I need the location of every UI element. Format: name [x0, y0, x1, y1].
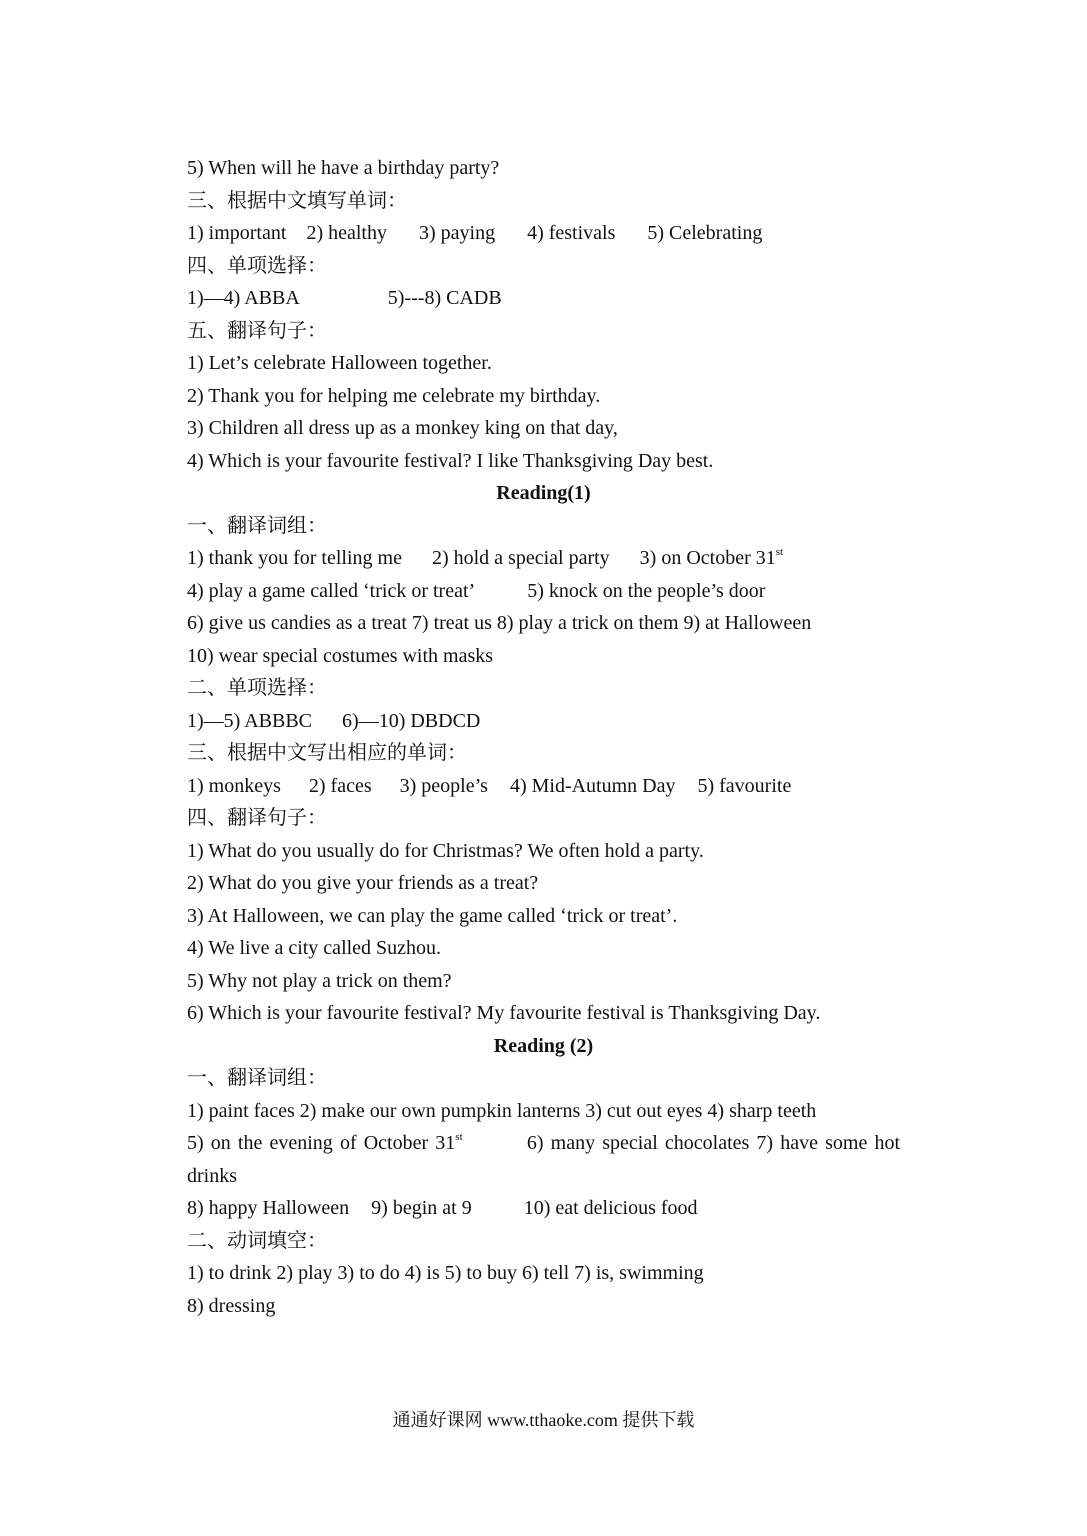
answer-line [187, 1127, 900, 1192]
answer-line: 2) Thank you for helping me celebrate my birthday. [187, 384, 601, 407]
answer-item: 1) monkeys [187, 774, 281, 797]
answer-item: 2) healthy [306, 222, 387, 244]
answer-item: 8) happy Halloween [187, 1197, 350, 1219]
answer-line: 10) wear special costumes with masks [187, 644, 494, 667]
answer-line: 4) We live a city called Suzhou. [187, 937, 442, 959]
answer-item: 6)—10) DBDCD [342, 709, 481, 732]
answer-line [187, 1192, 900, 1225]
answer-item: 3) paying [418, 222, 496, 244]
answer-item: 3) people’s [399, 774, 488, 797]
answer-item: 9) begin at 9 [371, 1197, 472, 1219]
answer-line [187, 282, 900, 315]
answer-item: 5) Celebrating [647, 222, 763, 244]
answer-item: 4) Mid-Autumn Day [509, 774, 676, 797]
answer-content [187, 152, 900, 1322]
answer-item: 1) important [187, 222, 287, 244]
answer-line: 4) Which is your favourite festival? I like Thanksgiving Day best. [187, 449, 714, 472]
answer-line: 1) to drink 2) play 3) to do 4) is 5) to buy 6) tell 7) is, swimming [187, 1262, 704, 1284]
answer-item: 10) eat delicious food [523, 1197, 698, 1219]
answer-line: 2) What do you give your friends as a treat? [187, 872, 539, 894]
answer-line [187, 217, 900, 250]
answer-line: 6) give us candies as a treat 7) treat us 8) play a trick on them 9) at Halloween [187, 612, 812, 634]
section-header: 二、单项选择： [187, 677, 327, 699]
answer-line: 1) Let’s celebrate Halloween together. [187, 352, 492, 374]
superscript: st [775, 546, 784, 558]
answer-item: 3) on October 31 [639, 547, 776, 569]
answer-item: 5) favourite [697, 774, 792, 797]
section-title: Reading(1) [496, 482, 591, 504]
answer-item: 5) knock on the people’s door [527, 579, 766, 602]
answer-line [187, 770, 900, 803]
answer-line: 5) When will he have a birthday party? [187, 157, 500, 179]
section-header: 三、根据中文写出相应的单词： [187, 742, 467, 764]
section-header: 三、根据中文填写单词： [187, 189, 407, 212]
answer-line: 1) paint faces 2) make our own pumpkin lanterns 3) cut out eyes 4) sharp teeth [187, 1099, 817, 1122]
answer-line [187, 705, 900, 738]
answer-line: 8) dressing [187, 1294, 276, 1317]
answer-item: 1)—5) ABBBC [187, 709, 313, 732]
answer-line [187, 542, 900, 575]
answer-item: 2) hold a special party [431, 547, 610, 569]
answer-line: 1) What do you usually do for Christmas? We often hold a party. [187, 839, 704, 862]
section-header: 四、单项选择： [187, 254, 327, 277]
answer-item: 5) on the evening of October 31 [187, 1132, 456, 1154]
answer-line: 3) Children all dress up as a monkey king on that day, [187, 417, 618, 439]
section-header: 二、动词填空： [187, 1229, 327, 1252]
answer-item: 1)—4) ABBA [187, 287, 300, 309]
answer-line: 5) Why not play a trick on them? [187, 969, 452, 992]
section-header: 一、翻译词组： [187, 514, 327, 537]
section-title: Reading (2) [493, 1034, 594, 1057]
answer-item: 5)---8) CADB [387, 287, 502, 309]
answer-item: 2) faces [308, 774, 372, 797]
answer-item: 4) festivals [527, 222, 616, 244]
answer-item: 4) play a game called ‘trick or treat’ [187, 579, 476, 602]
section-header: 五、翻译句子： [187, 319, 327, 342]
section-header: 一、翻译词组： [187, 1067, 327, 1089]
superscript: st [455, 1131, 463, 1143]
answer-line [187, 575, 900, 608]
answer-line: 3) At Halloween, we can play the game called ‘trick or treat’. [187, 904, 678, 927]
answer-item: 6) many special chocolates 7) have some hot drinks [187, 1132, 901, 1187]
answer-item: 1) thank you for telling me [187, 547, 402, 569]
section-header: 四、翻译句子： [187, 807, 327, 829]
answer-line: 6) Which is your favourite festival? My favourite festival is Thanksgiving Day. [187, 1002, 821, 1024]
page-footer: 通通好课网 www.tthaoke.com 提供下载 [392, 1410, 695, 1430]
